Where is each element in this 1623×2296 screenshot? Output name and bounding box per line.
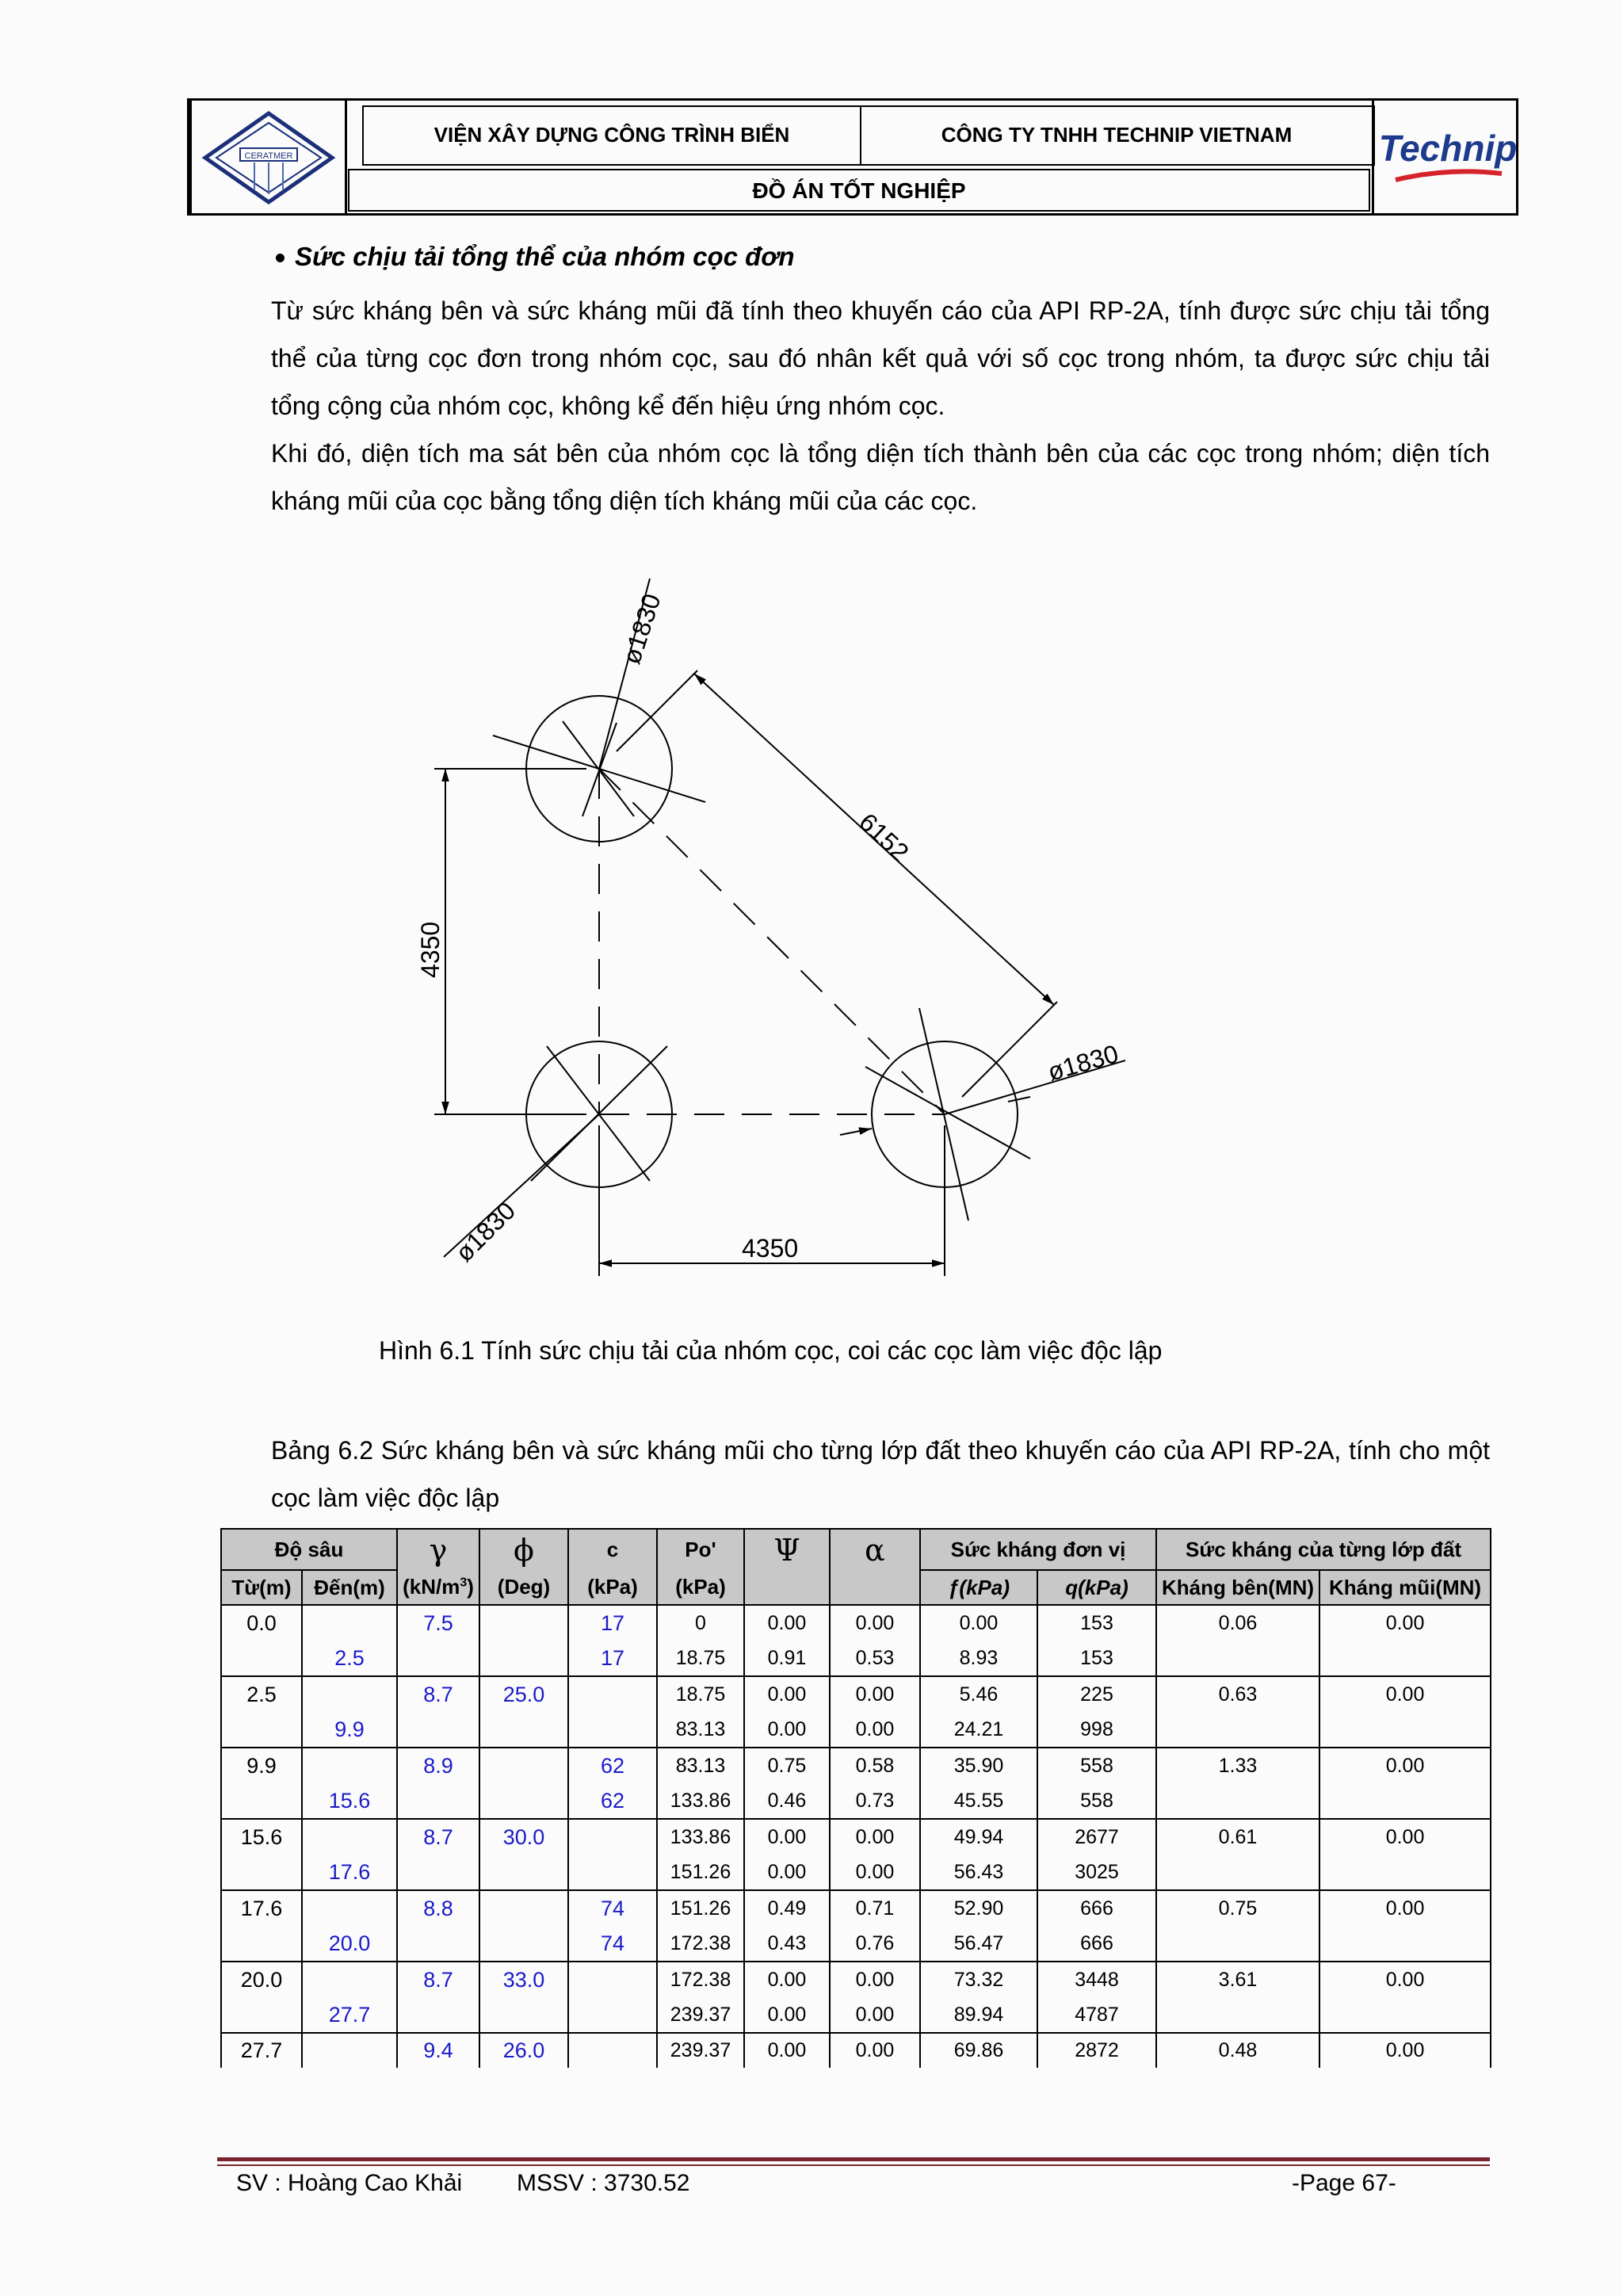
cell-psi: 0.00 0.91	[744, 1605, 830, 1676]
table-header-row-1	[221, 1529, 1491, 1570]
header-phi: ϕ	[514, 1532, 534, 1568]
dim-horizontal: 4350	[742, 1234, 799, 1263]
cell-c: 62 62	[568, 1748, 657, 1819]
cell-side: 0.63	[1156, 1676, 1319, 1748]
cell-tip: 0.00	[1319, 1605, 1491, 1676]
cell-side: 0.06	[1156, 1605, 1319, 1676]
cell-gamma: 8.7	[423, 1825, 453, 1849]
cell-f: 73.32 89.94	[920, 1962, 1037, 2033]
header-po-unit: (kPa)	[657, 1570, 744, 1605]
dim-diameter-bottom-right: ø1830	[1044, 1039, 1122, 1087]
header-psi: Ψ	[773, 1532, 800, 1568]
cell-gamma: 8.7	[423, 1683, 453, 1706]
cell-tip: 0.00	[1319, 1748, 1491, 1819]
header-to: Đến(m)	[302, 1570, 397, 1605]
soil-resistance-table	[220, 1528, 1491, 2068]
cell-phi	[480, 1606, 567, 1641]
header-tip: Kháng mũi(MN)	[1319, 1570, 1491, 1605]
cell-q: 3448 4787	[1037, 1962, 1156, 2033]
paragraph-2: Khi đó, diện tích ma sát bên của nhóm cọc là tổng diện tích thành bên của các cọc trong nhóm; diện tích kháng mũi của cọc bằng tổng diện tích kháng mũi của các cọc.	[271, 439, 1490, 515]
paragraph-1: Từ sức kháng bên và sức kháng mũi đã tính theo khuyến cáo của API RP-2A, tính được sức chịu tải tổng thể của từng cọc đơn trong nhóm cọc, sau đó nhân kết quả với số cọc trong nhóm, ta được sức chịu tải tổng cộng của nhóm cọc, không kể đến hiệu ứng nhóm cọc.	[271, 296, 1490, 420]
cell-phi: 26.0	[479, 2033, 568, 2068]
cell-from: 20.0	[240, 1968, 283, 1992]
cell-f: 49.94 56.43	[920, 1819, 1037, 1890]
header-gamma: γ	[429, 1532, 448, 1568]
cell-po: 83.13 133.86	[657, 1748, 744, 1819]
cell-psi: 0.00 0.00	[744, 1819, 830, 1890]
header-depth: Độ sâu	[221, 1529, 397, 1570]
cell-q: 2677 3025	[1037, 1819, 1156, 1890]
cell-from: 0.0	[246, 1611, 277, 1635]
header-from: Từ(m)	[221, 1570, 302, 1605]
cell-gamma: 8.7	[423, 1968, 453, 1992]
table-row	[221, 1748, 1491, 1819]
cell-alpha: 0.00	[830, 2033, 920, 2068]
cell-c: 17 17	[568, 1605, 657, 1676]
cell-alpha: 0.00 0.00	[830, 1962, 920, 2033]
cell-side: 0.48	[1156, 2033, 1319, 2068]
cell-f: 35.90 45.55	[920, 1748, 1037, 1819]
cell-po: 133.86 151.26	[657, 1819, 744, 1890]
cell-q: 225 998	[1037, 1676, 1156, 1748]
header-po: Po'	[657, 1529, 744, 1570]
cell-f: 52.90 56.47	[920, 1890, 1037, 1962]
footer-rule	[217, 2157, 1490, 2161]
cell-psi: 0.00 0.00	[744, 1676, 830, 1748]
cell-tip: 0.00	[1319, 1890, 1491, 1962]
cell-po: 239.37	[657, 2033, 744, 2068]
cell-tip: 0.00	[1319, 1819, 1491, 1890]
cell-psi: 0.75 0.46	[744, 1748, 830, 1819]
cell-alpha: 0.58 0.73	[830, 1748, 920, 1819]
figure-caption: Hình 6.1 Tính sức chịu tải của nhóm cọc, coi các cọc làm việc độc lập	[379, 1336, 1163, 1365]
cell-alpha: 0.71 0.76	[830, 1890, 920, 1962]
cell-c	[568, 1962, 657, 2033]
cell-psi: 0.00 0.00	[744, 1962, 830, 2033]
cell-f: 5.46 24.21	[920, 1676, 1037, 1748]
cell-phi: 30.0	[502, 1825, 545, 1849]
cell-to: 2.5	[334, 1646, 365, 1670]
footer-student: SV : Hoàng Cao Khải	[236, 2170, 463, 2196]
footer-page: -Page 67-	[1292, 2170, 1396, 2196]
cell-to: 17.6	[328, 1860, 371, 1884]
table-row	[221, 1890, 1491, 1962]
cell-psi: 0.49 0.43	[744, 1890, 830, 1962]
section-heading: Sức chịu tải tổng thể của nhóm cọc đơn	[295, 242, 795, 271]
cell-c	[568, 1676, 657, 1748]
cell-to: 27.7	[328, 2003, 371, 2027]
header-unit-resistance: Sức kháng đơn vị	[920, 1529, 1156, 1570]
table-row	[221, 1962, 1491, 2033]
header-c: c	[568, 1529, 657, 1570]
table-caption: Bảng 6.2 Sức kháng bên và sức kháng mũi cho từng lớp đất theo khuyến cáo của API RP-2A, tính cho một cọc làm việc độc lập	[271, 1436, 1490, 1512]
cell-f: 0.00 8.93	[920, 1605, 1037, 1676]
header-title: ĐỒ ÁN TỐT NGHIỆP	[752, 178, 966, 203]
header-f: ƒ(kPa)	[920, 1570, 1037, 1605]
cell-from: 9.9	[246, 1754, 277, 1778]
header-side: Kháng bên(MN)	[1156, 1570, 1319, 1605]
cell-from: 2.5	[246, 1683, 277, 1706]
cell-alpha: 0.00 0.00	[830, 1676, 920, 1748]
cell-q: 666 666	[1037, 1890, 1156, 1962]
table-row	[221, 1819, 1491, 1890]
dim-diameter-bottom-left: ø1830	[449, 1196, 521, 1267]
cell-c: 74 74	[568, 1890, 657, 1962]
cell-c	[568, 1819, 657, 1890]
header-alpha: α	[865, 1532, 885, 1568]
logo-text: CERATMER	[244, 151, 293, 161]
cell-tip: 0.00	[1319, 2033, 1491, 2068]
cell-side: 0.61	[1156, 1819, 1319, 1890]
cell-to: 20.0	[328, 1931, 371, 1955]
cell-q: 558 558	[1037, 1748, 1156, 1819]
footer-rule-thin	[217, 2164, 1490, 2166]
cell-po: 151.26 172.38	[657, 1890, 744, 1962]
table-row-last	[221, 2033, 1491, 2068]
cell-phi: 25.0	[502, 1683, 545, 1706]
cell-tip: 0.00	[1319, 1676, 1491, 1748]
cell-gamma: 7.5	[423, 1611, 453, 1635]
cell-gamma: 8.9	[423, 1754, 453, 1778]
cell-to: 9.9	[334, 1717, 365, 1741]
cell-from: 27.7	[221, 2033, 302, 2068]
cell-phi	[480, 1891, 567, 1926]
table-header-row-2	[221, 1570, 1491, 1605]
table-row	[221, 1605, 1491, 1676]
header-layer-resistance: Sức kháng của từng lớp đất	[1156, 1529, 1491, 1570]
cell-from: 15.6	[240, 1825, 283, 1849]
cell-q: 153 153	[1037, 1605, 1156, 1676]
header-q: q(kPa)	[1037, 1570, 1156, 1605]
header-phi-unit: (Deg)	[479, 1570, 568, 1605]
cell-f: 69.86	[920, 2033, 1037, 2068]
header-institute: VIỆN XÂY DỰNG CÔNG TRÌNH BIỂN	[433, 123, 790, 147]
dim-diagonal: 6152	[854, 807, 915, 867]
cell-po: 0 18.75	[657, 1605, 744, 1676]
cell-gamma: 9.4	[397, 2033, 479, 2068]
cell-po: 18.75 83.13	[657, 1676, 744, 1748]
dim-diameter-top: ø1830	[617, 590, 666, 668]
cell-phi	[480, 1748, 567, 1783]
header-c-unit: (kPa)	[568, 1570, 657, 1605]
cell-alpha: 0.00 0.53	[830, 1605, 920, 1676]
cell-psi: 0.00	[744, 2033, 830, 2068]
cell-q: 2872	[1037, 2033, 1156, 2068]
cell-alpha: 0.00 0.00	[830, 1819, 920, 1890]
cell-phi: 33.0	[502, 1968, 545, 1992]
cell-gamma: 8.8	[423, 1897, 453, 1920]
technip-logo-text: Technip	[1378, 128, 1518, 169]
cell-from: 17.6	[240, 1897, 283, 1920]
header-company: CÔNG TY TNHH TECHNIP VIETNAM	[941, 123, 1293, 147]
cell-po: 172.38 239.37	[657, 1962, 744, 2033]
cell-side: 1.33	[1156, 1748, 1319, 1819]
cell-side: 0.75	[1156, 1890, 1319, 1962]
cell-to: 15.6	[328, 1789, 371, 1813]
footer-mssv: MSSV : 3730.52	[517, 2170, 690, 2196]
cell-side: 3.61	[1156, 1962, 1319, 2033]
dim-vertical: 4350	[416, 921, 445, 978]
header-gamma-unit: $(kN/m^3)$	[397, 1570, 479, 1605]
table-row	[221, 1676, 1491, 1748]
cell-tip: 0.00	[1319, 1962, 1491, 2033]
